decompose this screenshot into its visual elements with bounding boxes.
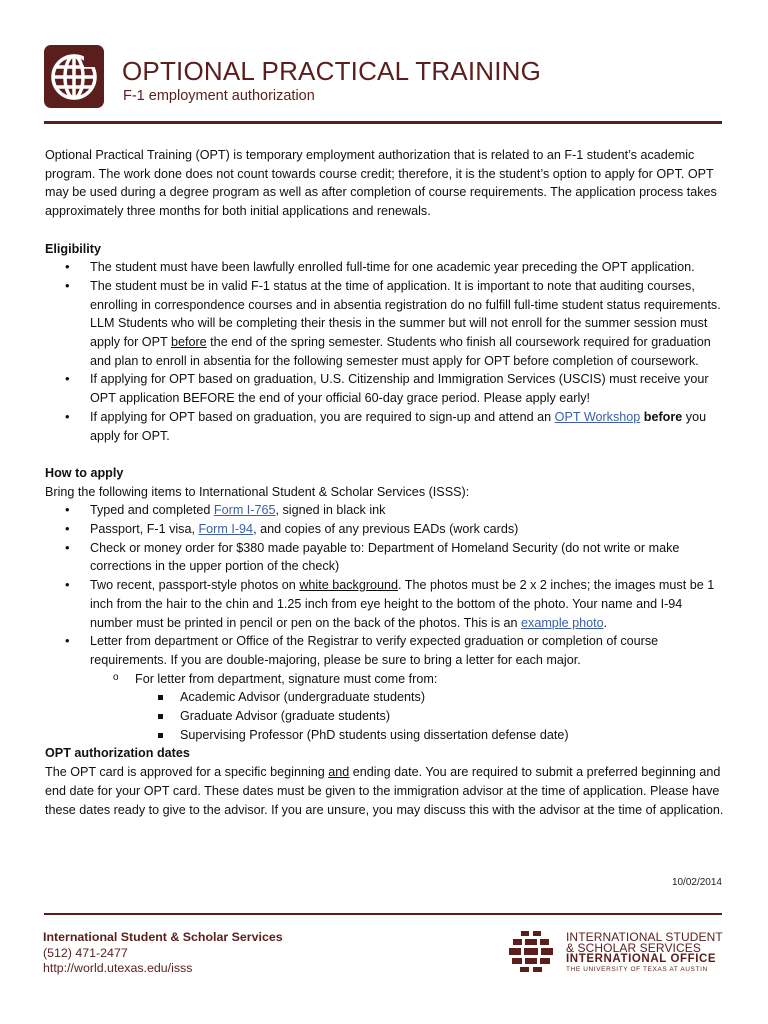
apply-item-text: Check or money order for $380 made payable to: Department of Homeland Security (do not write or make corrections in the upper portion of the check) <box>90 540 680 574</box>
list-item <box>45 576 725 632</box>
footer-divider <box>44 913 722 915</box>
document-body <box>45 146 725 819</box>
sub-list <box>90 670 725 745</box>
underlined-text: and <box>328 765 350 780</box>
globe-logo <box>44 45 104 108</box>
eligibility-heading: Eligibility <box>45 241 101 256</box>
eligibility-item-text: the end of the spring semester. Students who finish all coursework required for graduation and plan to enroll in absentia for the following semester must apply for OPT before completion of coursework. <box>90 335 711 368</box>
underlined-text: before <box>170 335 207 350</box>
list-item: Graduate Advisor (graduate students) <box>45 707 725 726</box>
footer-url[interactable]: http://world.utexas.edu/isss <box>43 961 193 975</box>
dates-text: The OPT card is approved for a specific beginning <box>45 765 329 780</box>
eligibility-item-text: If applying for OPT based on graduation, you are required to sign-up and attend an <box>90 409 555 424</box>
isss-globe-icon <box>507 928 555 976</box>
list-item <box>45 277 725 371</box>
footer-contact <box>43 930 283 977</box>
apply-item-text: . <box>603 615 608 630</box>
eligibility-item-text: you apply for OPT. <box>90 409 707 443</box>
isss-logo-text <box>566 932 723 974</box>
form-i765-link[interactable]: Form I-765 <box>213 503 276 518</box>
form-i94-link[interactable]: Form I-94 <box>198 522 254 537</box>
logo-line: & SCHOLAR SERVICES <box>566 941 701 955</box>
how-to-apply-list <box>45 501 725 744</box>
underlined-text: white background <box>299 578 399 593</box>
page-title: OPTIONAL PRACTICAL TRAINING <box>122 56 542 86</box>
apply-item-text: Two recent, passport-style photos on <box>90 578 300 593</box>
logo-line: INTERNATIONAL OFFICE <box>566 953 717 965</box>
how-to-apply-lead: Bring the following items to International Student & Scholar Services (ISSS): <box>45 484 470 499</box>
apply-item-text: , signed in black ink <box>275 503 386 518</box>
eligibility-item-text: If applying for OPT based on graduation, U.S. Citizenship and Immigration Services (USCIS) must receive your OPT application BEFORE the end of your official 60-day grace period. Please apply early! <box>90 372 709 406</box>
list-item <box>45 520 725 539</box>
logo-line: THE UNIVERSITY OF TEXAS AT AUSTIN <box>566 966 708 973</box>
globe-icon <box>44 45 104 108</box>
apply-item-text: , and copies of any previous EADs (work cards) <box>253 522 519 537</box>
list-item <box>45 408 725 445</box>
list-item: Academic Advisor (undergraduate students) <box>45 688 725 707</box>
eligibility-item-text: The student must be in valid F-1 status at the time of application. It is important to note that auditing courses, enrolling in correspondence courses and in absentia registration do no fulfill full-time student status requirements. LLM Students who will be completing their thesis in the summer but will not enroll for the summer session must apply for OPT <box>90 278 721 350</box>
signatory-list <box>135 688 725 744</box>
sub-item-text: For letter from department, signature must come from: <box>135 671 438 686</box>
eligibility-item-text: The student must have been lawfully enrolled full-time for one academic year preceding the OPT application. <box>90 260 695 275</box>
eligibility-list <box>45 258 725 445</box>
dates-heading: OPT authorization dates <box>45 746 190 761</box>
footer-phone: (512) 471-2477 <box>43 945 128 960</box>
bold-text: before <box>643 409 683 424</box>
apply-item-text: . The photos must be 2 x 2 inches; the images must be 1 inch from the hair to the chin and 1.25 inch from eye height to the bottom of the photo. Your name and I-94 number must be printed in pencil or pen on the back of the photos. This is an <box>90 578 715 630</box>
logo-line: INTERNATIONAL STUDENT <box>566 930 723 944</box>
header-divider <box>44 121 722 124</box>
document-date: 10/02/2014 <box>671 877 722 888</box>
list-item <box>45 501 725 520</box>
dates-text: ending date. You are required to submit a preferred beginning and end date for your OPT card. These dates must be given to the immigration advisor at the time of application. Please have these dates ready to give to the advisor. If you are unsure, you may discuss this with the advisor at the time of application. <box>45 765 724 817</box>
intro-paragraph: Optional Practical Training (OPT) is temporary employment authorization that is related to an F-1 student’s academic program. The work done does not count towards course credit; therefore, it is the student’s option to apply for OPT. OPT may be used during a degree program as well as after completion of course requirements. The application process takes approximately three months for both initial applications and renewals. <box>45 148 717 219</box>
list-item <box>45 539 725 576</box>
apply-item-text: Letter from department or Office of the Registrar to verify expected graduation or completion of course requirements. If you are double-majoring, please be sure to bring a letter for each major. <box>90 634 659 667</box>
list-item <box>45 632 725 744</box>
how-to-apply-heading: How to apply <box>45 465 124 480</box>
list-item <box>45 258 725 277</box>
apply-item-text: Typed and completed <box>90 503 214 518</box>
opt-workshop-link[interactable]: OPT Workshop <box>554 409 641 424</box>
footer-org: International Student & Scholar Services <box>43 930 283 944</box>
list-item <box>45 370 725 407</box>
apply-item-text: Passport, F-1 visa, <box>90 522 199 537</box>
example-photo-link[interactable]: example photo <box>521 615 604 630</box>
dates-paragraph <box>45 763 725 819</box>
list-item: Supervising Professor (PhD students using dissertation defense date) <box>45 726 725 745</box>
page-subtitle: F-1 employment authorization <box>123 88 315 104</box>
list-item <box>45 670 725 745</box>
